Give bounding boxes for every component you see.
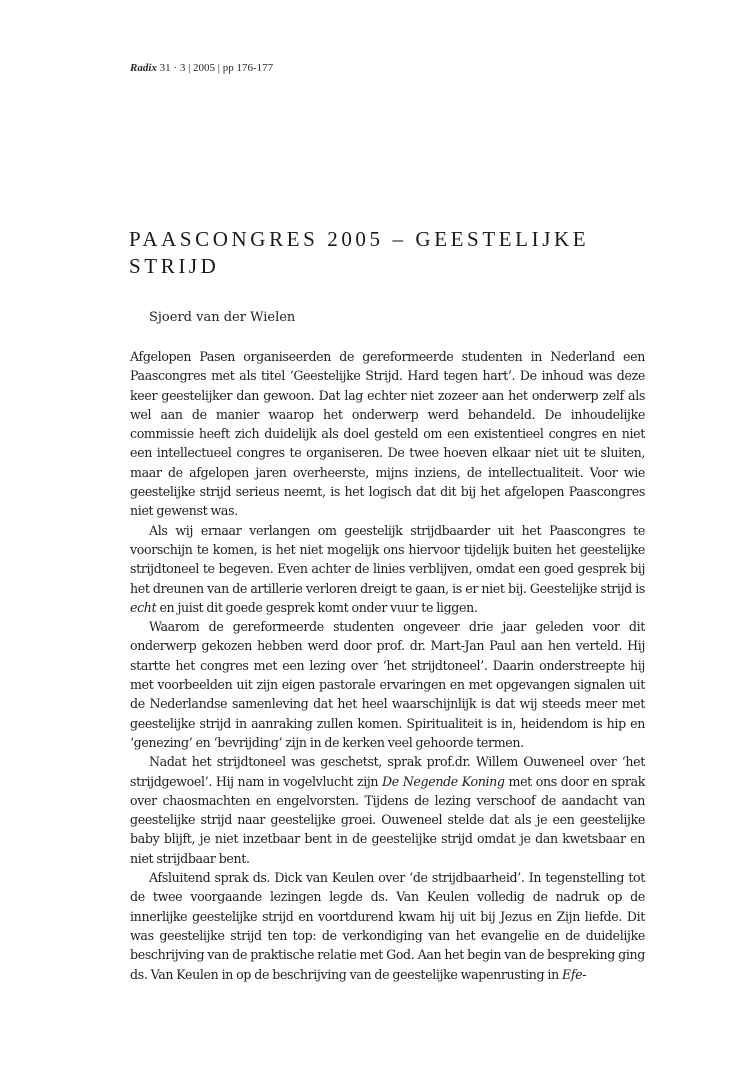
paragraph-5 bbox=[130, 868, 645, 984]
paragraph-4 bbox=[130, 752, 645, 868]
paragraph-5-text-a: Afsluitend sprak ds. Dick van Keulen over ‘de strijdbaarheid’. In tegenstelling tot de twee voorgaande lezingen legde ds. Van Keulen volledig de nadruk op de innerlijke geestelijke strijd en voortdurend kwam hij uit bij Jezus en Zijn liefde. Dit was geestelijke strijd ten top: de verkondiging van het evangelie en de duidelijke beschrijving van de praktische relatie met God. Aan het begin van de bespreking ging ds. Van Keulen in op de beschrijving van de geestelijke wapenrusting in bbox=[130, 870, 645, 982]
paragraph-5-emphasis: Efe- bbox=[562, 966, 587, 982]
paragraph-2-emphasis: echt bbox=[130, 599, 157, 615]
paragraph-4-text-a: Nadat het strijdtoneel was geschetst, sprak prof.dr. Willem Ouweneel over ‘het strijdgewoel’. Hij nam in vogelvlucht zijn bbox=[130, 754, 645, 789]
paragraph-4-text-b: met ons door en sprak over chaosmachten en engelvorsten. Tijdens de lezing verschoof de aandacht van geestelijke strijd naar geestelijke groei. Ouweneel stelde dat als je een geestelijke baby blijft, je niet inzetbaar bent in de geestelijke strijd omdat je dan kwetsbaar en niet strijdbaar bent. bbox=[130, 773, 646, 866]
paragraph-3: Waarom de gereformeerde studenten ongeveer drie jaar geleden voor dit onderwerp gekozen hebben werd door prof. dr. Mart-Jan Paul aan hen verteld. Hij startte het congres met een lezing over ‘het strijdtoneel’. Daarin onderstreepte hij met voorbeelden uit zijn eigen pastorale ervaringen en met opgevangen signalen uit de Nederlandse samenleving dat het heel waarschijnlijk is dat wij steeds meer met geestelijke strijd in aanraking zullen komen. Spiritualiteit is in, heidendom is hip en ‘genezing’ en ‘bevrijding’ zijn in de kerken veel gehoorde termen. bbox=[130, 619, 645, 750]
paragraph-2-text-b: en juist dit goede gesprek komt onder vuur te liggen. bbox=[159, 599, 478, 615]
paragraph-2 bbox=[130, 521, 645, 617]
article-title: PAASCONGRES 2005 – GEESTELIJKE STRIJD bbox=[129, 227, 590, 278]
citation: 31 · 3 | 2005 | pp 176-177 bbox=[159, 62, 274, 74]
journal-name: Radix bbox=[130, 62, 157, 74]
paragraph-2-text-a: Als wij ernaar verlangen om geestelijk strijdbaarder uit het Paascongres te voorschijn te komen, is het niet mogelijk ons hiervoor tijdelijk buiten het geestelijke strijdtoneel te begeven. Even achter de linies verblijven, omdat een goed gesprek bij het dreunen van de artillerie verloren dreigt te gaan, is er niet bij. Geestelijke strijd is bbox=[130, 522, 645, 596]
article-body bbox=[130, 347, 645, 984]
book-title: De Negende Koning bbox=[382, 773, 505, 789]
running-head bbox=[130, 62, 273, 74]
author-name: Sjoerd van der Wielen bbox=[149, 310, 296, 325]
paragraph-1: Afgelopen Pasen organiseerden de gereformeerde studenten in Nederland een Paascongres met als titel ‘Geestelijke Strijd. Hard tegen hart’. De inhoud was deze keer geestelijker dan gewoon. Dat lag echter niet zozeer aan het onderwerp zelf als wel aan de manier waarop het onderwerp werd behandeld. De inhoudelijke commissie heeft zich duidelijk als doel gesteld om een existentieel congres en niet een intellectueel congres te organiseren. De twee hoeven elkaar niet uit te sluiten, maar de afgelopen jaren overheerste, mijns inziens, de intellectualiteit. Voor wie geestelijke strijd serieus neemt, is het logisch dat dit bij het afgelopen Paascongres niet gewenst was. bbox=[130, 349, 645, 519]
